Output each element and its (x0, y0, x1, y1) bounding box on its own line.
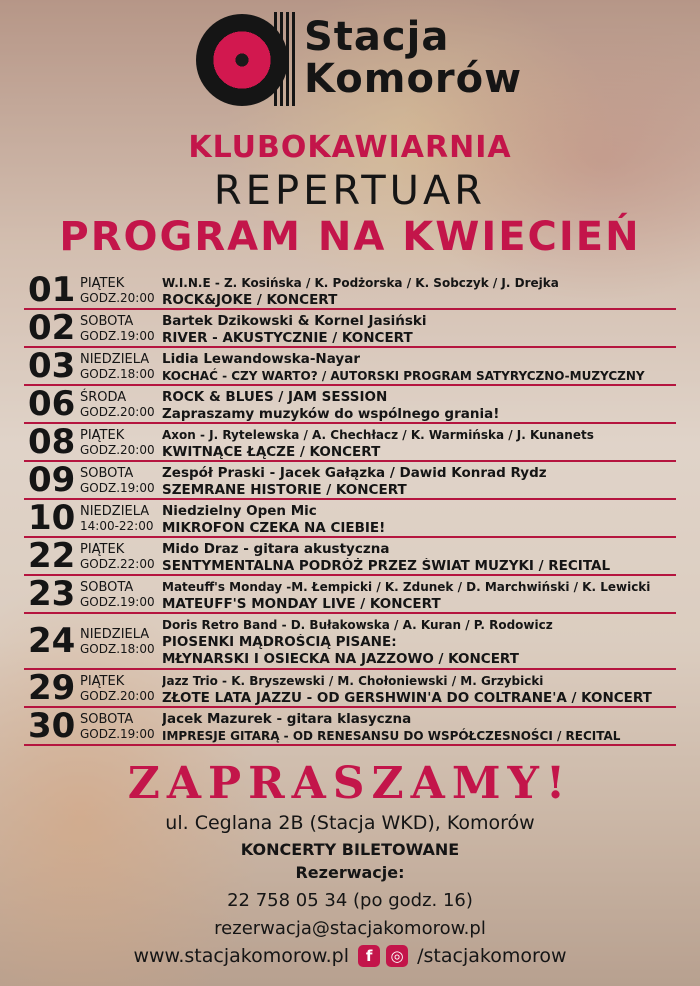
event-weekday: SOBOTA (80, 466, 134, 481)
event-title: MŁYNARSKI I OSIECKA NA JAZZOWO / KONCERT (162, 651, 519, 667)
event-row (24, 424, 676, 462)
event-details (162, 389, 676, 423)
event-row (24, 614, 676, 670)
event-time: GODZ.20:00 (80, 443, 155, 457)
event-row (24, 538, 676, 576)
event-time: GODZ.19:00 (80, 481, 155, 495)
tickets-note: KONCERTY BILETOWANE (240, 840, 460, 859)
logo-line-2: Komorów (304, 56, 523, 102)
event-row (24, 670, 676, 708)
event-date-number: 03 (28, 346, 76, 386)
event-date-number: 06 (28, 384, 76, 424)
event-performers: Mido Draz - gitara akustyczna (162, 541, 390, 557)
event-weekday: SOBOTA (80, 314, 134, 329)
event-time: GODZ.19:00 (80, 595, 155, 609)
event-time: GODZ.18:00 (80, 367, 155, 381)
event-row (24, 708, 676, 746)
venue-subtitle: KLUBOKAWIARNIA (188, 130, 512, 165)
event-weekday: PIĄTEK (80, 428, 125, 443)
event-weekday: NIEDZIELA (80, 627, 150, 642)
event-details (162, 579, 676, 613)
event-performers: Lidia Lewandowska-Nayar (162, 351, 360, 367)
event-performers: Axon - J. Rytelewska / A. Chechłacz / K. Warmińska / J. Kunanets (162, 428, 594, 442)
email-link[interactable]: rezerwacja@stacjakomorow.pl (214, 918, 486, 939)
event-time: GODZ.19:00 (80, 727, 155, 741)
reservations-label: Rezerwacje: (295, 863, 405, 882)
event-date-number: 23 (28, 574, 76, 614)
event-weekday: PIĄTEK (80, 674, 125, 689)
event-row (24, 576, 676, 614)
website-link[interactable]: www.stacjakomorow.pl (133, 944, 350, 967)
event-performers: Niedzielny Open Mic (162, 503, 317, 519)
event-time: GODZ.20:00 (80, 291, 155, 305)
event-details (162, 427, 676, 461)
event-title: KOCHAĆ - CZY WARTO? / AUTORSKI PROGRAM SATYRYCZNO-MUZYCZNY (162, 369, 645, 383)
event-title: MIKROFON CZEKA NA CIEBIE! (162, 520, 386, 536)
page-title: REPERTUAR (213, 168, 487, 214)
event-details (162, 351, 676, 385)
event-title: Zapraszamy muzyków do wspólnego grania! (162, 406, 500, 422)
logo-line-1: Stacja (304, 14, 450, 60)
event-performers: Zespół Praski - Jacek Gałązka / Dawid Konrad Rydz (162, 465, 547, 481)
event-weekday: ŚRODA (80, 390, 127, 405)
event-date-number: 08 (28, 422, 76, 462)
logo (196, 10, 523, 114)
event-title: SZEMRANE HISTORIE / KONCERT (162, 482, 407, 498)
event-details (162, 673, 676, 707)
event-row (24, 348, 676, 386)
event-title: IMPRESJE GITARĄ - OD RENESANSU DO WSPÓŁCZESNOŚCI / RECITAL (162, 729, 621, 743)
event-performers: Mateuff's Monday -M. Łempicki / K. Zdunek / D. Marchwiński / K. Lewicki (162, 580, 651, 594)
event-weekday: SOBOTA (80, 580, 134, 595)
event-details (162, 313, 676, 347)
event-weekday: PIĄTEK (80, 542, 125, 557)
event-time: GODZ.19:00 (80, 329, 155, 343)
events-list (24, 272, 676, 746)
event-details (162, 541, 676, 575)
event-details (162, 465, 676, 499)
event-title: PIOSENKI MĄDROŚCIĄ PISANE: (162, 634, 397, 650)
event-details (162, 503, 676, 537)
event-date-number: 29 (28, 668, 76, 708)
event-weekday: NIEDZIELA (80, 504, 150, 519)
event-date-number: 02 (28, 308, 76, 348)
event-row (24, 272, 676, 310)
event-performers: Jacek Mazurek - gitara klasyczna (162, 711, 412, 727)
event-title: SENTYMENTALNA PODRÓŻ PRZEZ ŚWIAT MUZYKI / RECITAL (162, 558, 611, 574)
event-details (162, 275, 676, 309)
facebook-icon[interactable]: f (358, 945, 380, 967)
address: ul. Ceglana 2B (Stacja WKD), Komorów (165, 812, 535, 834)
phone-number[interactable]: 22 758 05 34 (po godz. 16) (227, 890, 473, 911)
event-performers: Doris Retro Band - D. Bułakowska / A. Kuran / P. Rodowicz (162, 618, 553, 632)
event-details (162, 617, 676, 668)
event-date-number: 10 (28, 498, 76, 538)
event-date-number: 09 (28, 460, 76, 500)
event-date-number: 24 (28, 621, 76, 661)
footer-links (0, 944, 700, 970)
event-performers: Bartek Dzikowski & Kornel Jasiński (162, 313, 427, 329)
event-title: MATEUFF'S MONDAY LIVE / KONCERT (162, 596, 441, 612)
event-time: GODZ.22:00 (80, 557, 155, 571)
social-handle[interactable]: /stacjakomorow (417, 944, 567, 967)
event-title: RIVER - AKUSTYCZNIE / KONCERT (162, 330, 413, 346)
event-time: 14:00-22:00 (80, 519, 154, 533)
event-performers: W.I.N.E - Z. Kosińska / K. Podżorska / K. Sobczyk / J. Drejka (162, 276, 559, 290)
event-date-number: 01 (28, 270, 76, 310)
event-performers: Jazz Trio - K. Bryszewski / M. Chołoniewski / M. Grzybicki (162, 674, 544, 688)
event-title: ZŁOTE LATA JAZZU - OD GERSHWIN'A DO COLTRANE'A / KONCERT (162, 690, 652, 706)
event-details (162, 711, 676, 745)
event-date-number: 22 (28, 536, 76, 576)
event-time: GODZ.20:00 (80, 689, 155, 703)
event-title: ROCK&JOKE / KONCERT (162, 292, 338, 308)
logo-stripes (274, 12, 296, 106)
event-time: GODZ.18:00 (80, 642, 155, 656)
logo-text (304, 16, 522, 100)
event-weekday: SOBOTA (80, 712, 134, 727)
invite-heading: ZAPRASZAMY! (127, 758, 573, 809)
event-row (24, 310, 676, 348)
event-weekday: NIEDZIELA (80, 352, 150, 367)
instagram-icon[interactable]: ◎ (386, 945, 408, 967)
event-weekday: PIĄTEK (80, 276, 125, 291)
event-row (24, 462, 676, 500)
event-row (24, 386, 676, 424)
event-date-number: 30 (28, 706, 76, 746)
event-performers: ROCK & BLUES / JAM SESSION (162, 389, 388, 405)
event-title: KWITNĄCE ŁĄCZE / KONCERT (162, 444, 381, 460)
program-title: PROGRAM NA KWIECIEŃ (59, 214, 641, 260)
event-time: GODZ.20:00 (80, 405, 155, 419)
event-row (24, 500, 676, 538)
